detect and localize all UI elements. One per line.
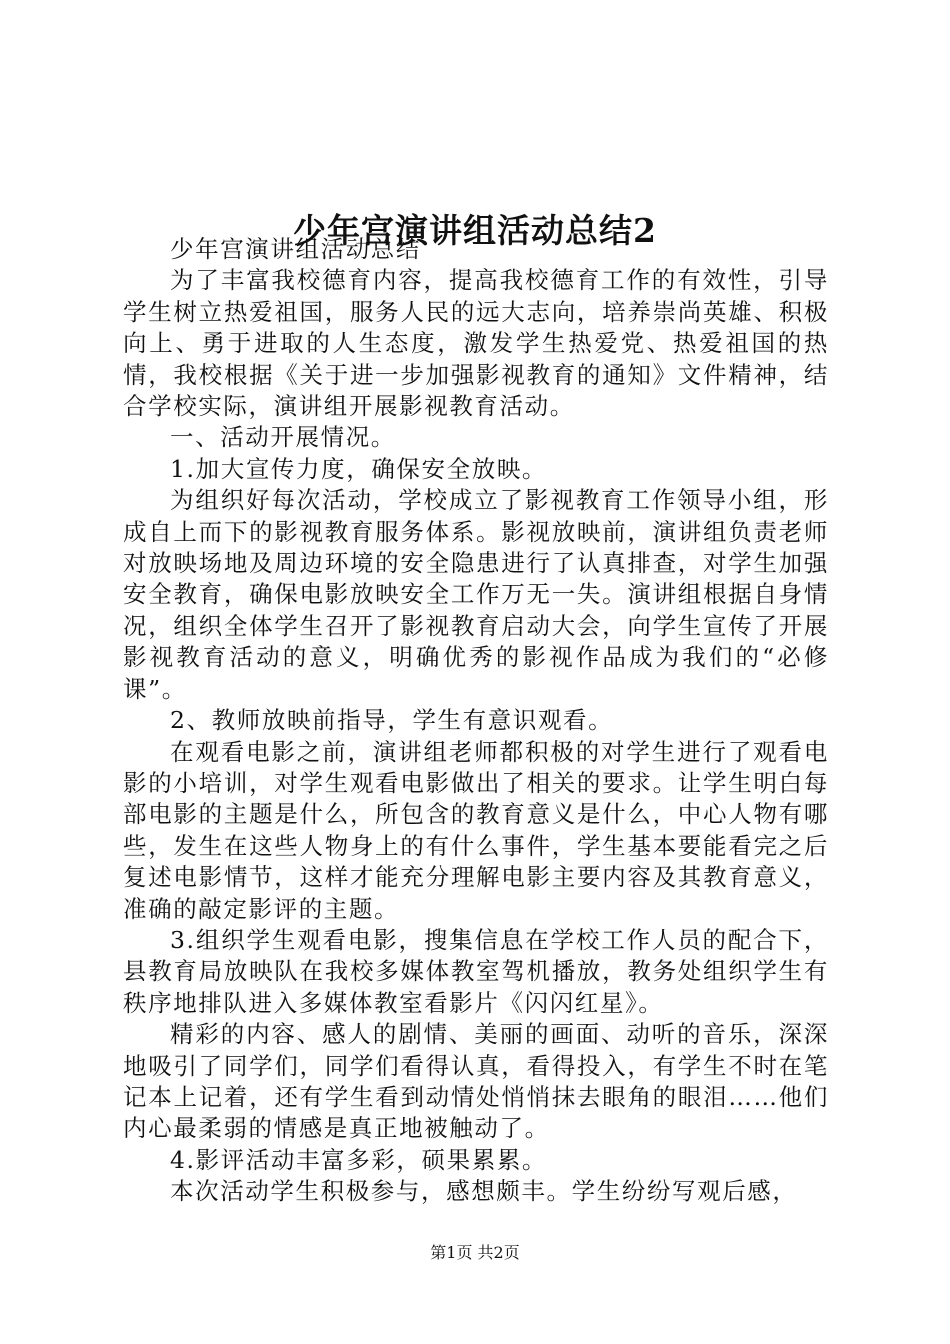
paragraph: 3.组织学生观看电影，搜集信息在学校工作人员的配合下，县教育局放映队在我校多媒体教室驾机播放，教务处组织学生有秩序地排队进入多媒体教室看影片《闪闪红星》。 — [123, 925, 829, 1017]
subsection-heading: 4.影评活动丰富多彩，硕果累累。 — [170, 1145, 548, 1174]
paragraph: 在观看电影之前，演讲组老师都积极的对学生进行了观看电影的小培训，对学生观看电影做出了相关的要求。让学生明白每部电影的主题是什么，所包含的教育意义是什么，中心人物有哪些，发生在这些人物身上的有什么事件，学生基本要能看完之后复述电影情节，这样才能充分理解电影主要内容及其教育意义，准确的敲定影评的主题。 — [123, 737, 829, 923]
paragraph: 为组织好每次活动，学校成立了影视教育工作领导小组，形成自上而下的影视教育服务体系。影视放映前，演讲组负责老师对放映场地及周边环境的安全隐患进行了认真排查，对学生加强安全教育，确保电影放映安全工作万无一失。演讲组根据自身情况，组织全体学生召开了影视教育启动大会，向学生宣传了开展影视教育活动的意义，明确优秀的影视作品成为我们的“必修课”。 — [123, 486, 829, 703]
section-heading: 一、活动开展情况。 — [170, 423, 396, 452]
document-title: 少年宫演讲组活动总结2 — [293, 211, 657, 251]
paragraph: 精彩的内容、感人的剧情、美丽的画面、动听的音乐，深深地吸引了同学们，同学们看得认真，看得投入，有学生不时在笔记本上记着，还有学生看到动情处悄悄抹去眼角的眼泪……他们内心最柔弱的情感是真正地被触动了。 — [123, 1020, 829, 1143]
page-footer: 第1页 共2页 — [430, 1243, 520, 1262]
document-body — [123, 234, 829, 1208]
subsection-heading: 1.加大宣传力度，确保安全放映。 — [170, 454, 548, 483]
paragraph-intro: 为了丰富我校德育内容，提高我校德育工作的有效性，引导学生树立热爱祖国，服务人民的远大志向，培养崇尚英雄、积极向上、勇于进取的人生态度，激发学生热爱党、热爱祖国的热情，我校根据《关于进一步加强影视教育的通知》文件精神，结合学校实际，演讲组开展影视教育活动。 — [123, 266, 829, 421]
paragraph: 本次活动学生积极参与，感想颇丰。学生纷纷写观后感， — [170, 1177, 798, 1206]
paragraph-subtitle: 少年宫演讲组活动总结 — [170, 235, 421, 263]
subsection-heading: 2、教师放映前指导，学生有意识观看。 — [170, 706, 614, 735]
